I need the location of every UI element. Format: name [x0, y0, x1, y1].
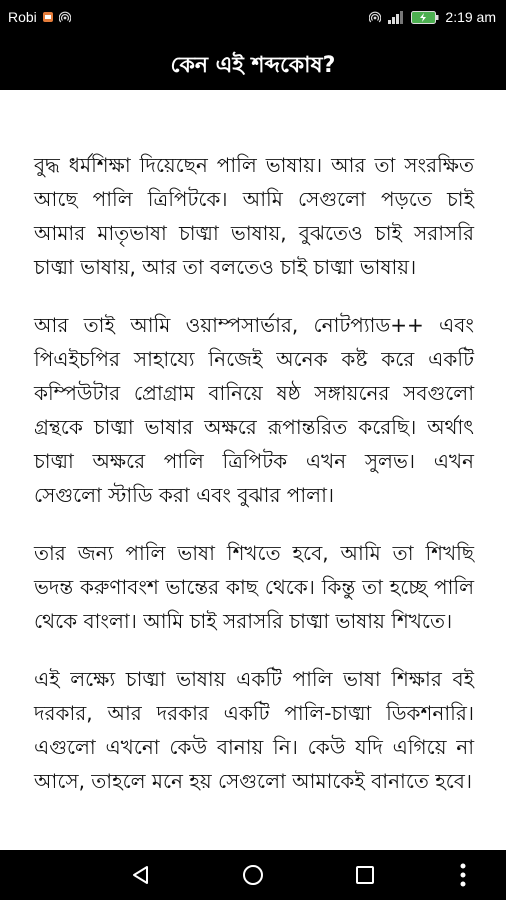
status-left [8, 9, 71, 25]
clock: 2:19 am [445, 9, 496, 25]
overflow-menu-button[interactable] [448, 860, 478, 890]
article-content[interactable] [0, 90, 506, 850]
paragraph-1: বুদ্ধ ধর্মশিক্ষা দিয়েছেন পালি ভাষায়। আর তা সংরক্ষিত আছে পালি ত্রিপিটকে। আমি সেগুলো পড়তে চাই আমার মাতৃভাষা চাঙ্মা ভাষায়, বুঝতেও চাই সরাসরি চাঙ্মা ভাষায়, আর তা বলতেও চাই চাঙ্মা ভাষায়। [34, 153, 474, 279]
hotspot-icon [59, 11, 71, 23]
app-toolbar [0, 34, 506, 90]
overflow-menu-icon [458, 862, 468, 888]
navigation-bar [0, 850, 506, 900]
recents-button[interactable] [350, 860, 380, 890]
signal-icon [387, 11, 405, 24]
back-icon [130, 864, 152, 886]
home-button[interactable] [238, 860, 268, 890]
hotspot-icon [369, 11, 381, 23]
recents-icon [354, 864, 376, 886]
page-title: কেন এই শব্দকোষ? [170, 53, 336, 78]
back-button[interactable] [126, 860, 156, 890]
paragraph-2: আর তাই আমি ওয়াম্পসার্ভার, নোটপ্যাড++ এবং পিএইচপির সাহায্যে নিজেই অনেক কষ্ট করে একটি কম্পিউটার প্রোগ্রাম বানিয়ে ষষ্ঠ সঙ্গায়নের সবগুলো গ্রন্থকে চাঙ্মা ভাষার অক্ষরে রূপান্তরিত করেছি। অর্থাৎ চাঙ্মা অক্ষরে পালি ত্রিপিটক এখন সুলভ। এখন সেগুলো স্টাডি করা এবং বুঝার পালা। [34, 313, 474, 507]
status-right [369, 9, 496, 25]
home-icon [242, 864, 264, 886]
paragraph-3: তার জন্য পালি ভাষা শিখতে হবে, আমি তা শিখছি ভদন্ত করুণাবংশ ভান্তের কাছ থেকে। কিন্তু তা হচ্ছে পালি থেকে বাংলা। আমি চাই সরাসরি চাঙ্মা ভাষায় শিখতে। [34, 541, 474, 633]
carrier-name: Robi [8, 9, 37, 25]
notification-icon [42, 11, 54, 23]
battery-icon [411, 11, 439, 24]
status-bar [0, 0, 506, 34]
paragraph-4: এই লক্ষ্যে চাঙ্মা ভাষায় একটি পালি ভাষা শিক্ষার বই দরকার, আর দরকার একটি পালি-চাঙ্মা ডিকশনারি। এগুলো এখনো কেউ বানায় নি। কেউ যদি এগিয়ে না আসে, তাহলে মনে হয় সেগুলো আমাকেই বানাতে হবে। [34, 667, 474, 793]
